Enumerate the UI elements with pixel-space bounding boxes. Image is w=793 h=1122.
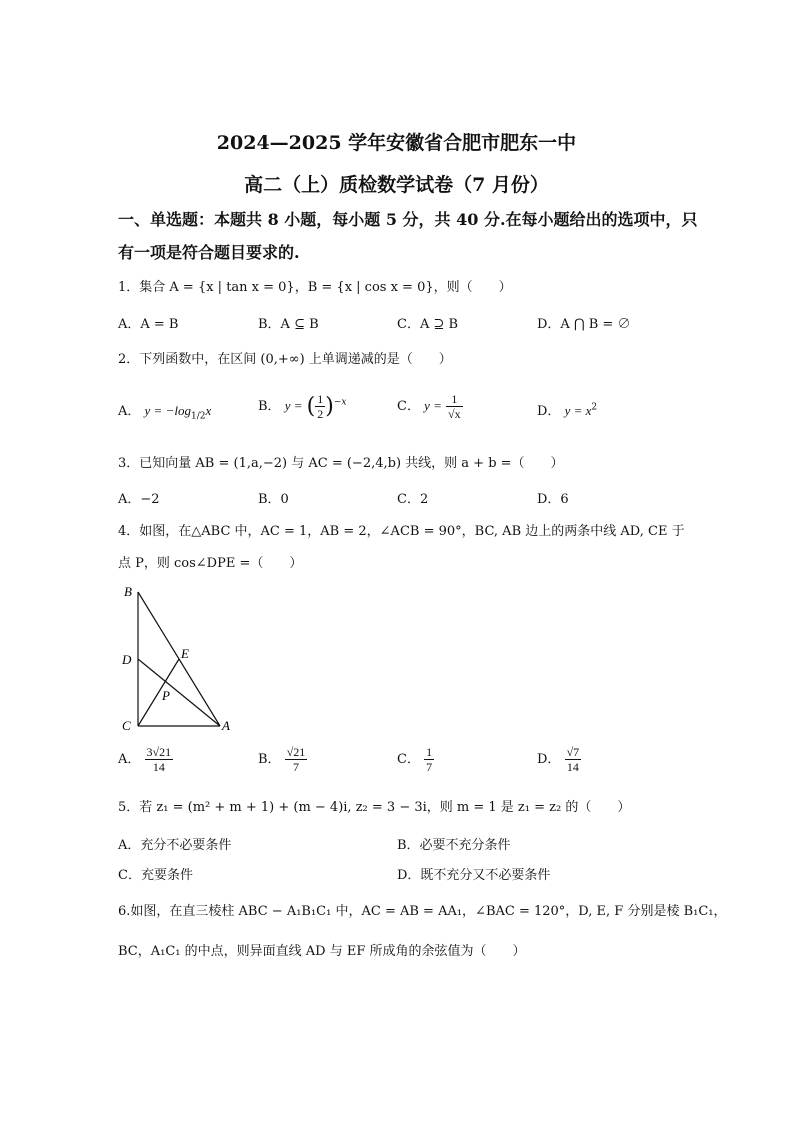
q4-option-a [118,745,173,774]
q4-option-a-num: 3√21 [146,745,172,759]
q1-option-a: A．A = B [118,317,179,332]
q2-option-c-den: √x [448,407,461,421]
q2-option-b-den: 2 [317,407,324,421]
page-title-line1: 2024—2025 学年安徽省合肥市肥东一中 [216,132,577,154]
triangle-figure [118,582,238,734]
q2-option-b-num: 1 [317,392,324,406]
question-3-stem: 3．已知向量 AB = (1,a,−2) 与 AC = (−2,4,b) 共线，则 a + b =（ ） [118,456,564,471]
q2-option-d-label: D． [537,404,561,419]
q2-option-c-label: C． [397,399,420,414]
label-b: B [124,584,132,599]
q4-option-b [258,745,307,774]
q2-option-b-label: B． [258,399,281,414]
q1-option-d: D．A ⋂ B = ∅ [537,317,631,332]
q4-option-b-label: B． [258,752,281,767]
q2-option-c-num: 1 [446,392,463,407]
question-4-stem-line1: 4．如图，在△ABC 中，AC = 1，AB = 2，∠ACB = 90°，BC, AB 边上的两条中线 AD, CE 于 [118,524,685,539]
q4-option-a-label: A． [118,752,141,767]
q1-option-b: B．A ⊆ B [258,317,319,332]
q2-option-a-var: x [205,403,212,418]
label-e: E [181,646,189,661]
question-5-stem: 5．若 z₁ = (m² + m + 1) + (m − 4)i, z₂ = 3 − 3i，则 m = 1 是 z₁ = z₂ 的（ ） [118,800,631,815]
question-6-stem-line2: BC，A₁C₁ 的中点，则异面直线 AD 与 EF 所成角的余弦值为（ ） [118,944,526,959]
q2-option-b-prefix: y = [284,398,303,413]
q3-option-d: D．6 [537,492,569,507]
question-2-stem: 2．下列函数中，在区间 (0,+∞) 上单调递减的是（ ） [118,352,452,367]
q4-option-c-num: 1 [426,745,433,759]
q4-option-c [397,745,434,774]
median-ad [138,659,220,726]
q2-option-c-prefix: y = [424,398,442,413]
q5-option-b: B．必要不充分条件 [397,838,511,853]
q5-option-c: C．充要条件 [118,868,193,883]
q2-option-d-exp: 2 [591,402,598,413]
q2-option-a-base: 1/2 [190,411,206,422]
q2-option-a-label: A． [118,404,141,419]
q2-option-a [118,400,211,422]
q4-option-a-den: 14 [152,760,165,774]
q5-option-a: A．充分不必要条件 [118,838,232,853]
q4-option-c-den: 7 [426,760,433,774]
q3-option-b: B．0 [258,492,289,507]
q2-option-b: B． y = ( $\frac{1}{2}$ )$^{-x}$ [258,392,347,421]
q2-option-d [537,400,597,419]
q2-option-a-expr: y = −log [144,403,191,418]
section-heading-line1: 一、单选题：本题共 8 小题，每小题 5 分，共 40 分.在每小题给出的选项中，只 [118,210,698,229]
question-1-stem: 1．集合 A = {x | tan x = 0}，B = {x | cos x = 0}，则（ ） [118,280,512,295]
label-d: D [122,652,132,667]
q4-option-d-label: D． [537,752,561,767]
q4-option-d-num: √7 [566,745,580,759]
q4-option-b-den: 7 [293,760,299,774]
q1-option-c: C．A ⊇ B [397,317,459,332]
label-c: C [122,718,131,733]
q2-option-d-expr: y = x [564,403,592,418]
label-a: A [222,718,230,733]
label-p: P [162,688,170,703]
q5-option-d: D．既不充分又不必要条件 [397,868,551,883]
q4-option-d-den: 14 [566,760,579,774]
median-ce [138,659,179,726]
q4-option-d [537,745,581,774]
section-heading-line2: 有一项是符合题目要求的. [118,243,300,262]
page-title-line2: 高二（上）质检数学试卷（7 月份） [244,174,549,196]
q3-option-c: C．2 [397,492,429,507]
q3-option-a: A．−2 [118,492,160,507]
q4-option-c-label: C． [397,752,420,767]
q2-option-b-exp: −x [333,397,347,408]
q2-option-c [397,392,463,421]
question-4-stem-line2: 点 P，则 cos∠DPE =（ ） [118,556,303,571]
q4-option-b-num: √21 [286,745,306,759]
question-6-stem-line1: 6.如图，在直三棱柱 ABC − A₁B₁C₁ 中，AC = AB = AA₁，∠BAC = 120°，D, E, F 分别是棱 B₁C₁， [118,904,727,919]
